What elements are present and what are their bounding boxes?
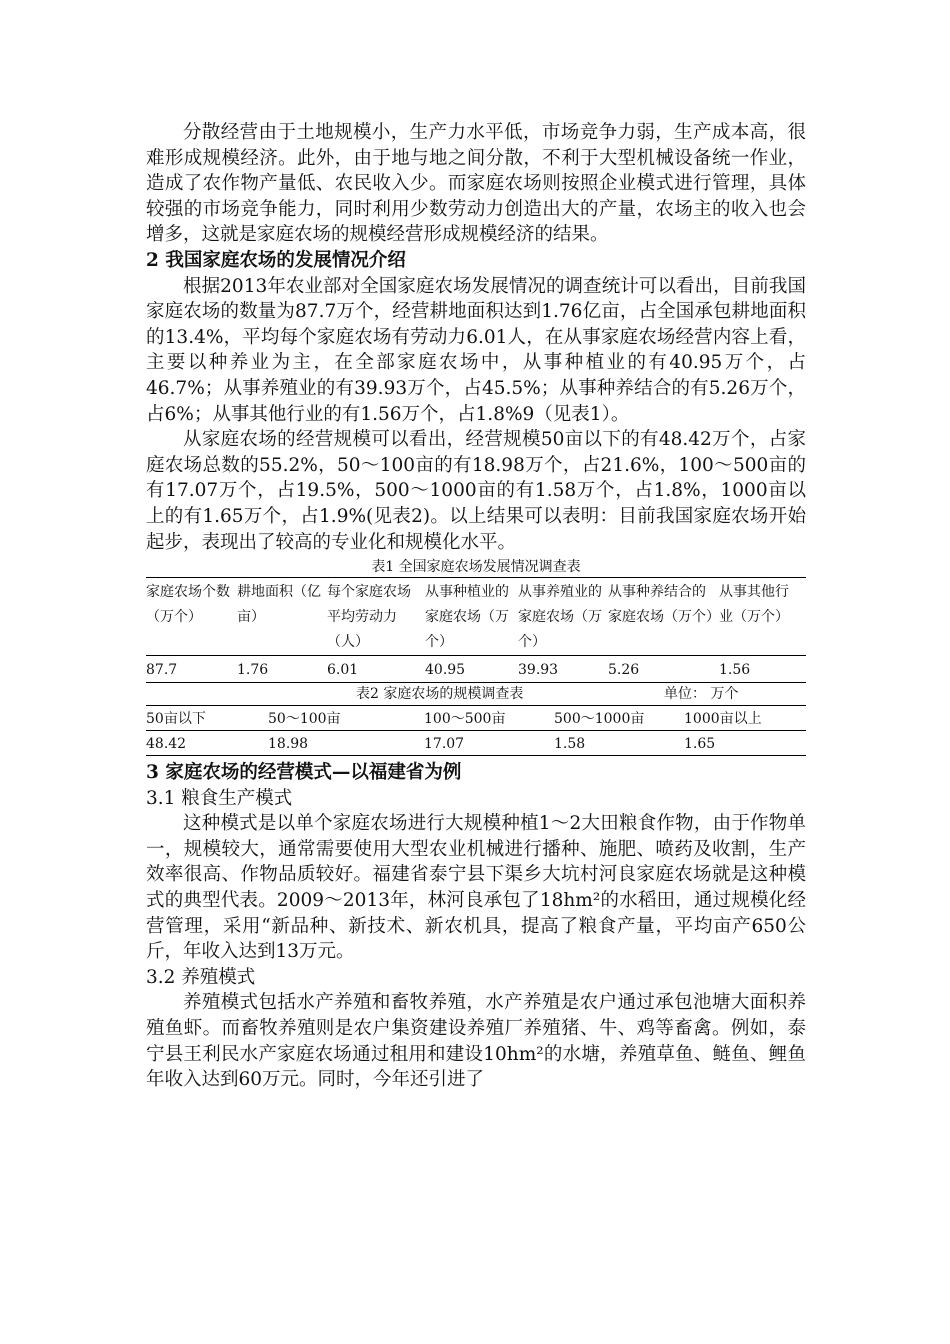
table2-header-cell: 100～500亩 <box>424 706 554 731</box>
table1-cell: 1.56 <box>719 662 751 679</box>
document-page <box>146 120 806 1093</box>
table1-cell: 5.26 <box>608 662 640 679</box>
table2-caption: 表2 家庭农场的规模调查表 <box>356 686 524 703</box>
table1-caption: 表1 全国家庭农场发展情况调查表 <box>371 559 581 576</box>
table2 <box>146 705 806 756</box>
paragraph-4: 这种模式是以单个家庭农场进行大规模种植1～2大田粮食作物，由于作物单一，规模较大，通常需要使用大型农业机械进行播种、施肥、喷药及收割，生产效率很高、作物品质较好。福建省泰宁县下渠乡大坑村河良家庭农场就是这种模式的典型代表。2009～2013年，林河良承包了18hm²的水稻田，通过规模化经营管理，采用“新品种、新技术、新农机具，提高了粮食产量，平均亩产650公斤，年收入达到13万元。 <box>146 813 806 963</box>
table2-cell: 1.58 <box>554 736 586 753</box>
table2-caption-line <box>146 683 806 705</box>
table1-header-cell: 从事种养结合的家庭农场（万个） <box>608 578 719 656</box>
table2-cell: 17.07 <box>424 736 465 753</box>
table2-cell: 48.42 <box>146 736 187 753</box>
table-row <box>146 731 806 756</box>
subsection-heading-3-1: 3.1 粮食生产模式 <box>146 787 293 809</box>
table2-cell: 18.98 <box>268 736 309 753</box>
table1-header-cell: 耕地面积（亿亩） <box>237 578 327 656</box>
table1-header-row <box>146 578 806 656</box>
paragraph-1: 分散经营由于土地规模小，生产力水平低，市场竞争力弱，生产成本高，很难形成规模经济。此外，由于地与地之间分散，不利于大型机械设备统一作业，造成了农作物产量低、农民收入少。而家庭农场则按照企业模式进行管理，具体较强的市场竞争能力，同时利用少数劳动力创造出大的产量，农场主的收入也会增多，这就是家庭农场的规模经营形成规模经济的结果。 <box>146 122 806 246</box>
table1-cell: 39.93 <box>518 662 559 679</box>
table-row <box>146 656 806 683</box>
table1 <box>146 577 806 683</box>
table2-header-cell: 50亩以下 <box>146 706 268 731</box>
paragraph-3: 从家庭农场的经营规模可以看出，经营规模50亩以下的有48.42万个，占家庭农场总数的55.2%，50～100亩的有18.98万个，占21.6%，100～500亩的有17.07万个，占19.5%，500～1000亩的有1.58万个，占1.8%，1000亩以上的有1.65万个，占1.9%(见表2)。以上结果可以表明：目前我国家庭农场开始起步，表现出了较高的专业化和规模化水平。 <box>146 429 806 553</box>
table2-cell: 1.65 <box>684 736 716 753</box>
section-heading-3: 3 家庭农场的经营模式—以福建省为例 <box>146 762 462 784</box>
table1-cell: 40.95 <box>425 662 466 679</box>
paragraph-5: 养殖模式包括水产养殖和畜牧养殖，水产养殖是农户通过承包池塘大面积养殖鱼虾。而畜牧养殖则是农户集资建设养殖厂养殖猪、牛、鸡等畜禽。例如，泰宁县王利民水产家庭农场通过租用和建设10hm²的水塘，养殖草鱼、鲢鱼、鲤鱼年收入达到60万元。同时，今年还引进了 <box>146 992 806 1091</box>
table2-header-cell: 1000亩以上 <box>684 706 806 731</box>
table1-cell: 1.76 <box>237 662 269 679</box>
table1-header-cell: 从事种植业的家庭农场（万个） <box>425 578 518 656</box>
table1-header-cell: 从事养殖业的家庭农场（万个） <box>518 578 608 656</box>
table2-header-cell: 50～100亩 <box>268 706 424 731</box>
table2-header-cell: 500～1000亩 <box>554 706 684 731</box>
subsection-heading-3-2: 3.2 养殖模式 <box>146 966 256 988</box>
section-heading-2: 2 我国家庭农场的发展情况介绍 <box>146 249 406 271</box>
table2-header-row <box>146 706 806 731</box>
table2-unit: 单位： 万个 <box>664 686 739 703</box>
table1-cell: 6.01 <box>327 662 359 679</box>
table1-header-cell: 每个家庭农场平均劳动力（人） <box>327 578 425 656</box>
table1-header-cell: 家庭农场个数（万个） <box>146 578 237 656</box>
paragraph-2: 根据2013年农业部对全国家庭农场发展情况的调查统计可以看出，目前我国家庭农场的数量为87.7万个，经营耕地面积达到1.76亿亩，占全国承包耕地面积的13.4%，平均每个家庭农场有劳动力6.01人，在从事家庭农场经营内容上看，主要以种养业为主，在全部家庭农场中，从事种植业的有40.95万个，占46.7%；从事养殖业的有39.93万个，占45.5%；从事种养结合的有5.26万个，占6%；从事其他行业的有1.56万个，占1.8%9（见表1）。 <box>146 275 806 425</box>
table1-header-cell: 从事其他行业（万个） <box>719 578 806 656</box>
table1-cell: 87.7 <box>146 662 178 679</box>
